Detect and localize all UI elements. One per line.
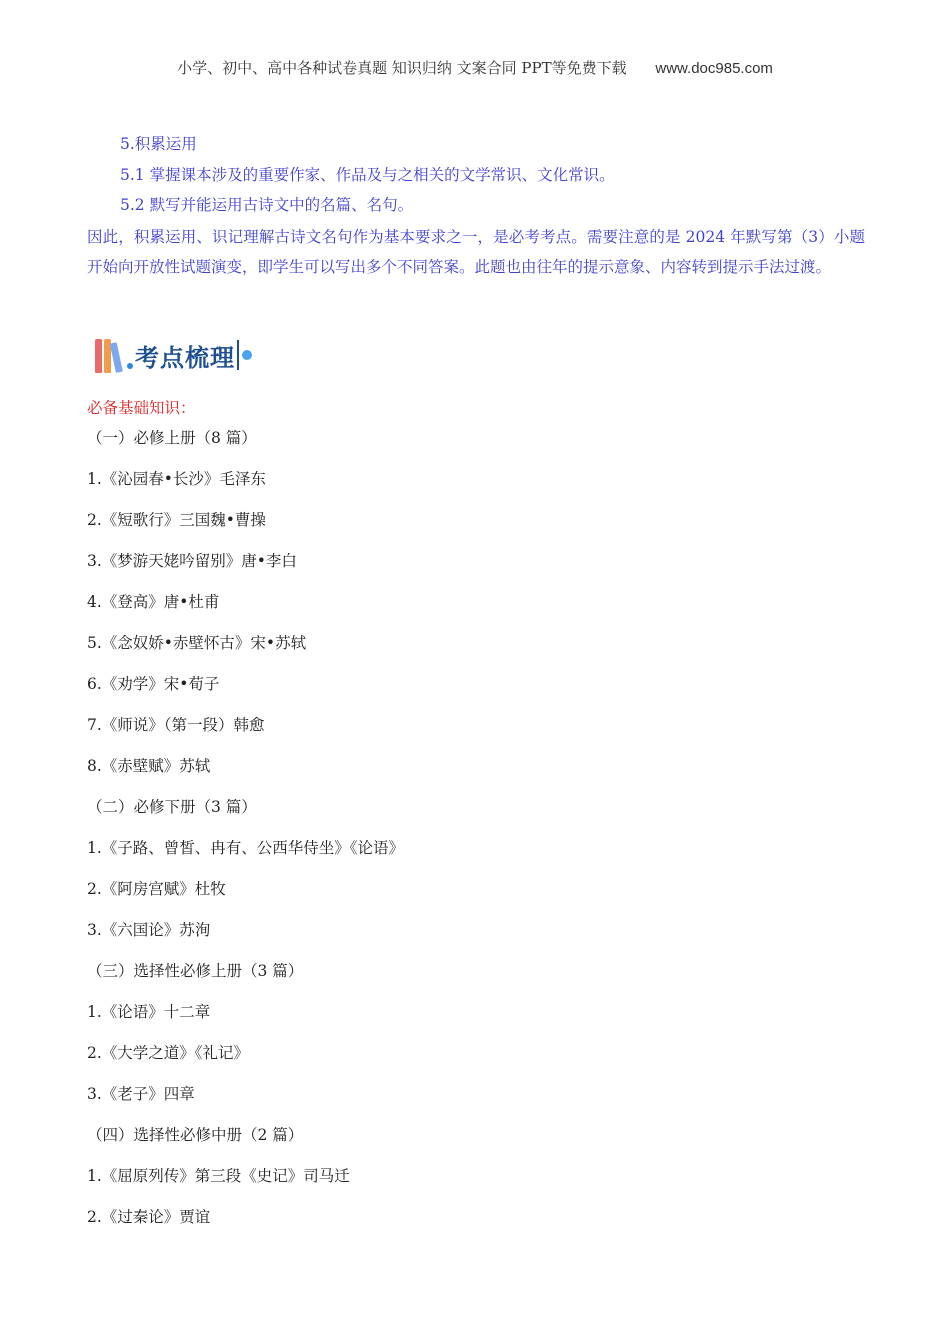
section-banner (95, 335, 252, 375)
basics-label: 必备基础知识： (87, 399, 196, 417)
list-item: 5.《念奴娇•赤壁怀古》宋•苏轼 (87, 634, 307, 652)
list-item: 2.《阿房宫赋》杜牧 (87, 880, 226, 898)
list-item: 4.《登高》唐•杜甫 (87, 593, 220, 611)
list-item: 2.《短歌行》三国魏•曹操 (87, 511, 266, 529)
intro-line-heading: 5.积累运用 (120, 135, 197, 153)
list-item: 6.《劝学》宋•荀子 (87, 675, 220, 693)
banner-title: 考点梳理 (135, 338, 235, 373)
list-item: 1.《屈原列传》第三段《史记》司马迁 (87, 1167, 350, 1185)
page-header (0, 57, 950, 78)
list-item: 3.《老子》四章 (87, 1085, 195, 1103)
header-text: 小学、初中、高中各种试卷真题 知识归纳 文案合同 PPT等免费下载 (177, 59, 627, 77)
cursor-bar-icon (237, 340, 239, 370)
list-item: 8.《赤壁赋》苏轼 (87, 757, 211, 775)
list-item: 7.《师说》（第一段）韩愈 (87, 716, 265, 734)
intro-line-1: 5.1 掌握课本涉及的重要作家、作品及与之相关的文学常识、文化常识。 (120, 166, 615, 184)
list-item: 2.《大学之道》《礼记》 (87, 1044, 250, 1062)
list-item: 3.《六国论》苏洵 (87, 921, 211, 939)
books-icon (95, 337, 123, 373)
intro-paragraph: 因此，积累运用、识记理解古诗文名句作为基本要求之一，是必考考点。需要注意的是 2024 年默写第（3）小题开始向开放性试题演变，即学生可以写出多个不同答案。此题也由往年的提示意象、内容转到提示手法过渡。 (87, 228, 865, 276)
intro-line-2: 5.2 默写并能运用古诗文中的名篇、名句。 (120, 196, 414, 214)
list-heading-4: （四）选择性必修中册（2 篇） (87, 1126, 304, 1144)
header-url[interactable]: www.doc985.com (655, 60, 773, 77)
list-item: 2.《过秦论》贾谊 (87, 1208, 211, 1226)
list-item: 3.《梦游天姥吟留别》唐•李白 (87, 552, 297, 570)
dot-icon (242, 350, 252, 360)
list-item: 1.《子路、曾皙、冉有、公西华侍坐》《论语》 (87, 839, 405, 857)
list-heading-2: （二）必修下册（3 篇） (87, 798, 257, 816)
list-item: 1.《论语》十二章 (87, 1003, 211, 1021)
list-heading-1: （一）必修上册（8 篇） (87, 429, 257, 447)
list-heading-3: （三）选择性必修上册（3 篇） (87, 962, 304, 980)
list-item: 1.《沁园春•长沙》毛泽东 (87, 470, 266, 488)
